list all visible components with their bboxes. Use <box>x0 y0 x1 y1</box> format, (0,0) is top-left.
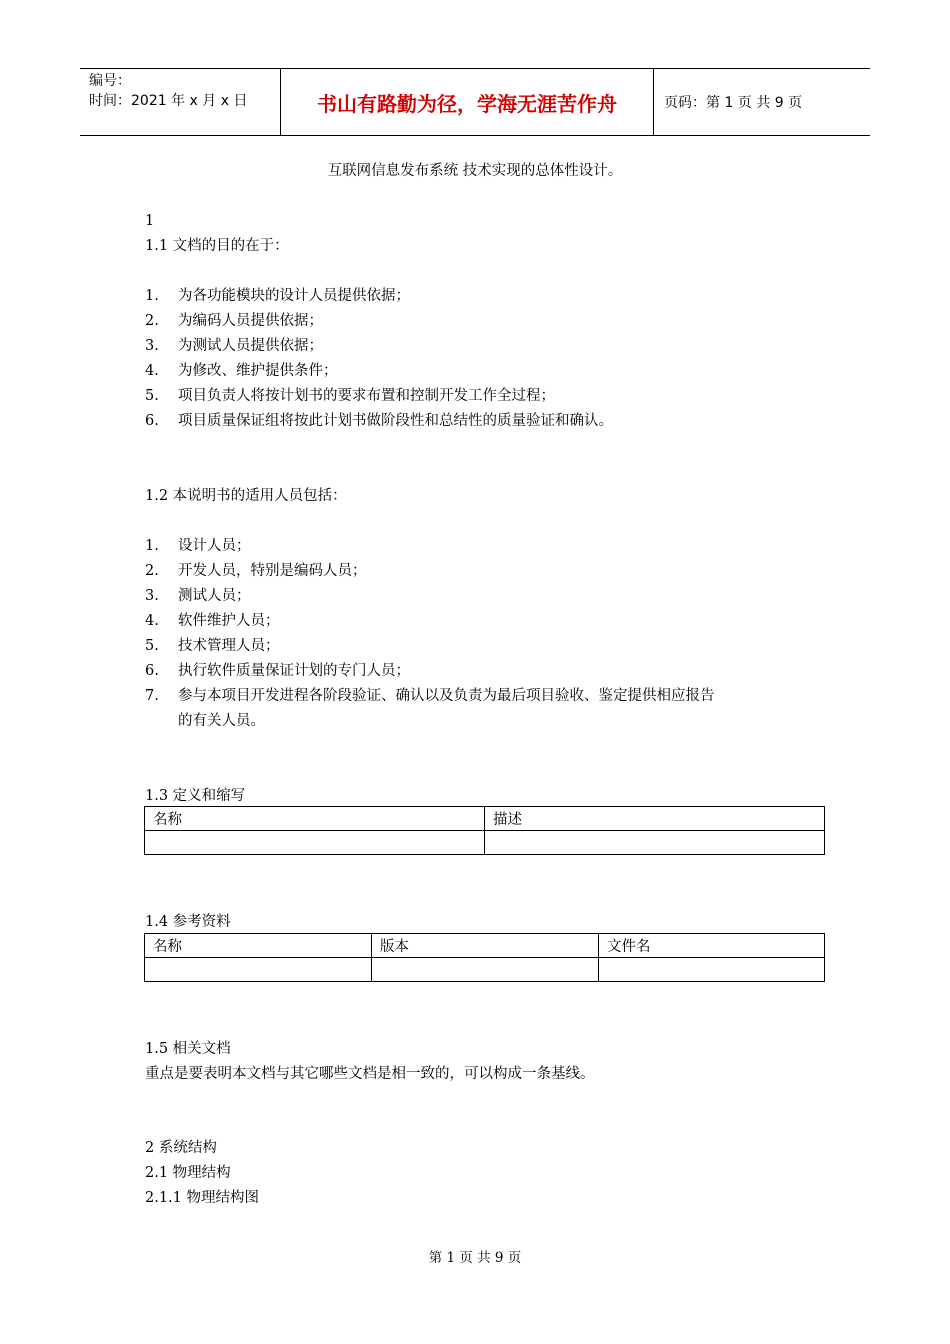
section-2-heading: 2 系统结构 <box>145 1140 217 1156</box>
section-1-3-heading: 1.3 定义和缩写 <box>145 788 246 804</box>
list-text: 为测试人员提供依据； <box>178 338 323 354</box>
list-text: 软件维护人员； <box>178 613 280 629</box>
list-text: 执行软件质量保证计划的专门人员； <box>178 663 410 679</box>
section-1-1-heading: 1.1 文档的目的在于： <box>145 238 289 254</box>
list-number: 6. <box>145 663 159 679</box>
table-cell <box>485 831 825 855</box>
page-footer: 第 1 页 共 9 页 <box>428 1250 522 1266</box>
list-item-continuation: 的有关人员。 <box>178 713 265 729</box>
table-row <box>145 831 825 855</box>
table-header-version: 版本 <box>372 934 599 958</box>
definitions-table <box>144 806 825 855</box>
list-text: 开发人员，特别是编码人员； <box>178 563 367 579</box>
list-number: 2. <box>145 313 159 329</box>
page-header <box>80 68 870 136</box>
list-number: 4. <box>145 363 159 379</box>
list-text: 为修改、维护提供条件； <box>178 363 338 379</box>
header-meta <box>80 69 281 135</box>
list-number: 4. <box>145 613 159 629</box>
table-header-description: 描述 <box>485 807 825 831</box>
section-1-2-heading: 1.2 本说明书的适用人员包括： <box>145 488 347 504</box>
header-motto: 书山有路勤为径，学海无涯苦作舟 <box>281 69 654 135</box>
table-header-name: 名称 <box>145 934 372 958</box>
list-number: 6. <box>145 413 159 429</box>
table-header-name: 名称 <box>145 807 485 831</box>
list-number: 5. <box>145 388 159 404</box>
list-number: 2. <box>145 563 159 579</box>
section-1-5-heading: 1.5 相关文档 <box>145 1041 231 1057</box>
section-2-1-heading: 2.1 物理结构 <box>145 1165 231 1181</box>
doc-title: 互联网信息发布系统 技术实现的总体性设计。 <box>327 163 623 179</box>
list-number: 3. <box>145 338 159 354</box>
list-text: 参与本项目开发进程各阶段验证、确认以及负责为最后项目验收、鉴定提供相应报告 <box>178 688 715 704</box>
list-text: 为编码人员提供依据； <box>178 313 323 329</box>
list-text: 项目负责人将按计划书的要求布置和控制开发工作全过程； <box>178 388 555 404</box>
table-cell <box>145 958 372 982</box>
list-number: 3. <box>145 588 159 604</box>
section-2-1-1-heading: 2.1.1 物理结构图 <box>145 1190 260 1206</box>
table-cell <box>372 958 599 982</box>
table-header-filename: 文件名 <box>599 934 825 958</box>
list-number: 7. <box>145 688 159 704</box>
doc-number-label: 编号： <box>89 73 131 89</box>
list-number: 1. <box>145 288 159 304</box>
section-1-5-body: 重点是要表明本文档与其它哪些文档是相一致的，可以构成一条基线。 <box>145 1066 595 1082</box>
table-row <box>145 958 825 982</box>
section-1-4-heading: 1.4 参考资料 <box>145 914 231 930</box>
list-text: 设计人员； <box>178 538 251 554</box>
list-text: 技术管理人员； <box>178 638 280 654</box>
list-number: 5. <box>145 638 159 654</box>
references-table <box>144 933 825 982</box>
section-1-number: 1 <box>145 213 155 229</box>
list-text: 项目质量保证组将按此计划书做阶段性和总结性的质量验证和确认。 <box>178 413 613 429</box>
table-cell <box>145 831 485 855</box>
table-row <box>145 934 825 958</box>
list-number: 1. <box>145 538 159 554</box>
table-cell <box>599 958 825 982</box>
doc-time-label: 时间：2021 年 x 月 x 日 <box>89 93 248 109</box>
header-page-number: 页码：第 1 页 共 9 页 <box>664 95 803 111</box>
list-text: 测试人员； <box>178 588 251 604</box>
list-text: 为各功能模块的设计人员提供依据； <box>178 288 410 304</box>
table-row <box>145 807 825 831</box>
